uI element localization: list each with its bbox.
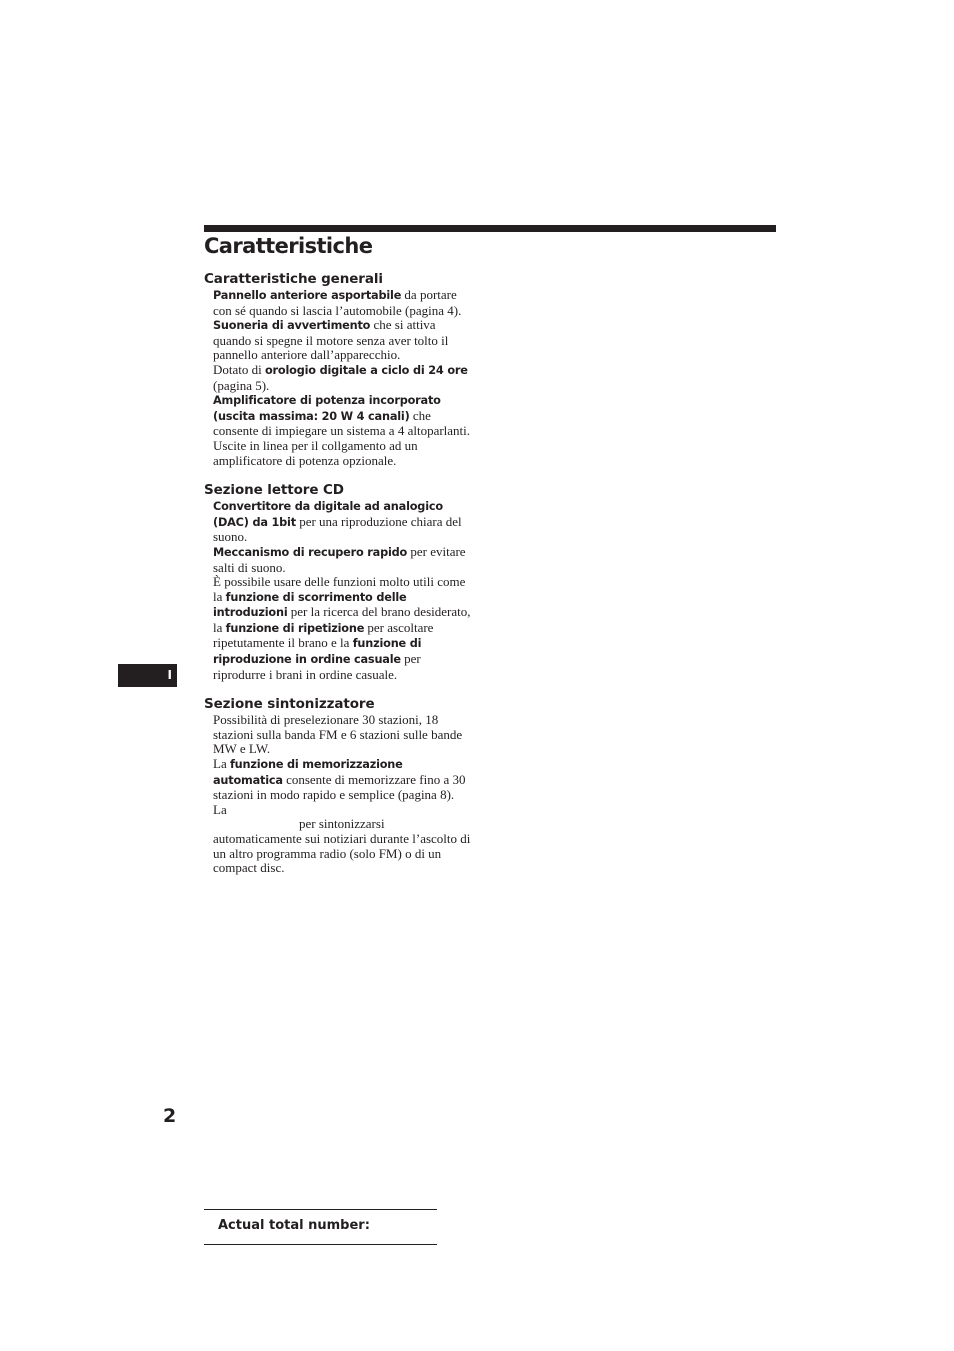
- paragraph: [213, 757, 475, 803]
- bold-term: Amplificatore di potenza incorporato (uscita massima: 20 W 4 canali): [213, 394, 441, 423]
- page-title: Caratteristiche: [204, 234, 373, 258]
- page-number: 2: [163, 1105, 177, 1127]
- section-body: [213, 499, 475, 682]
- bold-term: funzione di memorizzazione automatica: [213, 758, 403, 787]
- bold-term: funzione di scorrimento delle introduzioni: [213, 590, 407, 620]
- footer-rule-top: [204, 1209, 437, 1210]
- body-text: per evitare salti di suono.: [213, 543, 466, 575]
- body-text: Possibilità di preselezionare 30 stazioni, 18 stazioni sulla banda FM e 6 stazioni sulle bande MW e LW.: [213, 712, 463, 757]
- paragraph: [213, 803, 475, 818]
- body-text: per ascoltare ripetutamente il brano e la: [213, 619, 434, 651]
- paragraph: [213, 817, 475, 875]
- bold-term: Meccanismo di recupero rapido: [213, 545, 408, 559]
- content-column: [204, 270, 479, 889]
- paragraph: [213, 318, 475, 363]
- bold-term: Pannello anteriore asportabile: [213, 289, 402, 302]
- bold-term: funzione di ripetizione: [225, 621, 365, 635]
- paragraph: [213, 575, 475, 682]
- body-text: per la ricerca del brano desiderato, la: [213, 604, 471, 635]
- section-heading: Caratteristiche generali: [204, 271, 383, 287]
- title-rule: [204, 225, 776, 232]
- paragraph: [213, 545, 475, 575]
- body-text: che si attiva quando si spegne il motore senza aver tolto il pannello anteriore dall’apparecchio.: [213, 317, 449, 363]
- body-text: per riprodurre i brani in ordine casuale.: [213, 651, 421, 682]
- paragraph: [213, 439, 475, 468]
- body-text: consente di memorizzare fino a 30 stazioni in modo rapido e semplice (pagina 8).: [213, 771, 466, 803]
- section-general: [204, 270, 479, 468]
- bold-term: Suoneria di avvertimento: [213, 319, 371, 333]
- bold-term: orologio digitale a ciclo di 24 ore: [265, 363, 468, 377]
- body-text: per sintonizzarsi automaticamente sui notiziari durante l’ascolto di un altro programma radio (solo FM) o di un compact disc.: [213, 816, 471, 876]
- paragraph: [213, 499, 475, 545]
- paragraph: [213, 393, 475, 439]
- body-text: per una riproduzione chiara del suono.: [213, 513, 462, 545]
- section-heading: Sezione sintonizzatore: [204, 696, 375, 713]
- bold-term: funzione di riproduzione in ordine casuale: [213, 637, 422, 667]
- section-heading: Sezione lettore CD: [204, 482, 344, 499]
- body-text: che consente di impiegare un sistema a 4 altoparlanti.: [213, 407, 471, 439]
- body-text: Dotato di: [213, 361, 265, 377]
- body-text: (pagina 5).: [213, 377, 270, 393]
- paragraph: [213, 288, 475, 318]
- paragraph: [213, 713, 475, 757]
- paragraph: [213, 363, 475, 393]
- language-tab: I: [118, 664, 177, 687]
- section-cd-player: [204, 481, 479, 682]
- body-text: La: [213, 801, 227, 817]
- bold-term: Convertitore da digitale ad analogico (DAC) da 1bit: [213, 500, 443, 529]
- section-tuner: [204, 695, 479, 876]
- section-body: [213, 713, 475, 876]
- body-text: Uscite in linea per il collgamento ad un amplificatore di potenza opzionale.: [213, 437, 418, 468]
- footer-rule-bottom: [204, 1244, 437, 1245]
- section-body: [213, 288, 475, 468]
- body-text: da portare con sé quando si lascia l’automobile (pagina 4).: [213, 287, 462, 318]
- body-text: È possibile usare delle funzioni molto utili come la: [213, 574, 466, 604]
- body-text: La: [213, 756, 230, 772]
- footer-label: Actual total number:: [218, 1218, 370, 1233]
